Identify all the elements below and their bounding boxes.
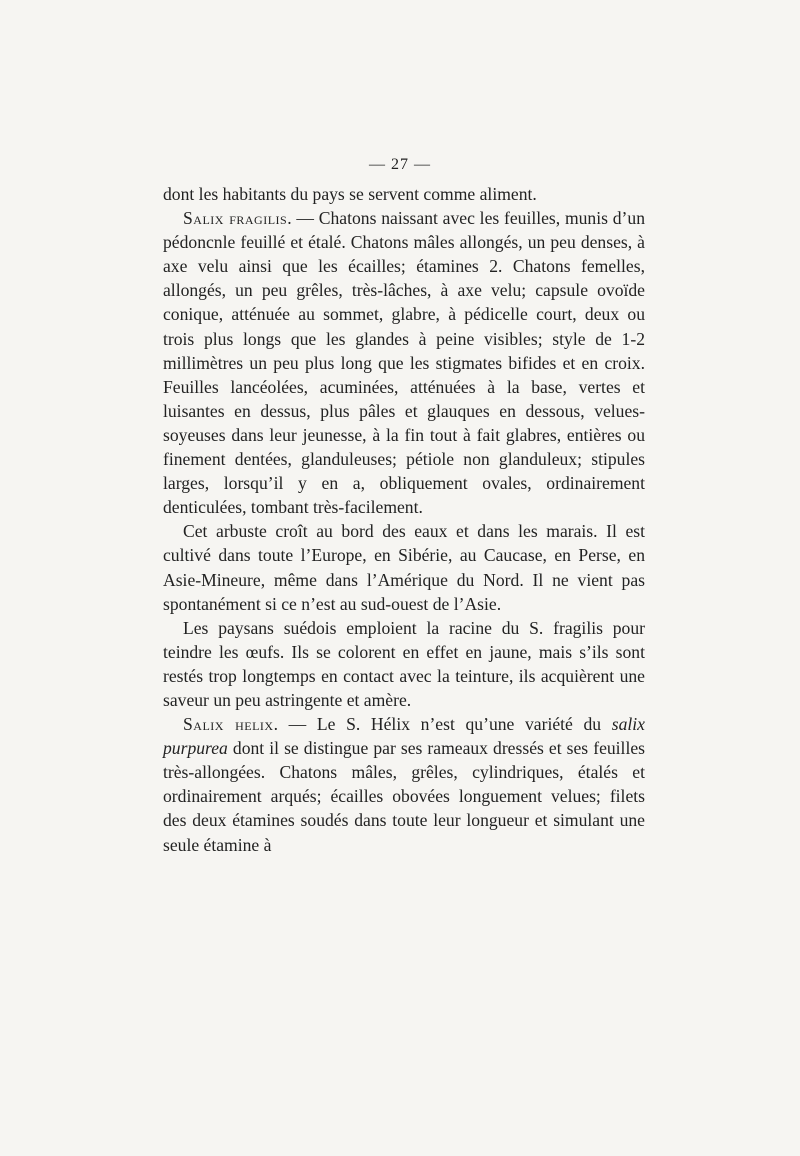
text-run: . — Chatons naissant avec les feuilles, munis d’un pédoncnle feuillé et étalé. Chatons mâles allongés, un peu denses, à axe velu ainsi que les écailles; étamines 2. Chatons femelles, allongés, un peu grêles, très-lâches, à axe velu; capsule ovoïde conique, atténuée au sommet, glabre, à pédicelle court, deux ou trois plus longs que les glandes à peine visibles; style de 1-2 millimètres un peu plus long que les stigmates bifides et en croix. Feuilles lancéolées, acuminées, atténuées à la base, vertes et luisantes en dessus, plus pâles et glauques en dessous, velues-soyeuses dans leur jeunesse, à la fin tout à fait glabres, entières ou finement dentées, glanduleuses; pétiole non glanduleux; stipules larges, lorsqu’il y en a, obliquement ovales, ordinairement denticulées, tombant très-facilement.	[163, 208, 645, 518]
paragraph	[163, 616, 645, 712]
paragraph	[163, 519, 645, 615]
text-run: dont il se distingue par ses rameaux dressés et ses feuilles très-allongées. Chatons mâles, grêles, cylindriques, étalés et ordinairement arqués; écailles obovées longuement velues; filets des deux étamines soudés dans toute leur longueur et simulant une seule étamine à	[163, 738, 645, 855]
species-heading: Salix helix	[183, 714, 274, 735]
paragraph	[163, 206, 645, 519]
text-run: . — Le S. Hélix n’est qu’une variété du	[273, 714, 612, 735]
text-run: Les paysans suédois emploient la racine du S. fragilis pour teindre les œufs. Ils se colorent en effet en jaune, mais s’ils sont restés trop longtemps en contact avec la teinture, ils acquièrent une saveur un peu astringente et amère.	[163, 617, 645, 710]
paragraph	[163, 712, 645, 857]
species-name-italic: salix purpurea	[163, 714, 645, 759]
page-number: — 27 —	[369, 156, 431, 173]
species-heading: Salix fragilis	[183, 208, 288, 229]
text-run: Cet arbuste croît au bord des eaux et dans les marais. Il est cultivé dans toute l’Europe, en Sibérie, au Caucase, en Perse, en Asie-Mineure, même dans l’Amérique du Nord. Il ne vient pas spontanément si ce n’est au sud-ouest de l’Asie.	[163, 521, 645, 614]
text-run: dont les habitants du pays se servent comme aliment.	[163, 184, 537, 204]
body-text	[163, 182, 645, 857]
paragraph	[163, 182, 645, 206]
